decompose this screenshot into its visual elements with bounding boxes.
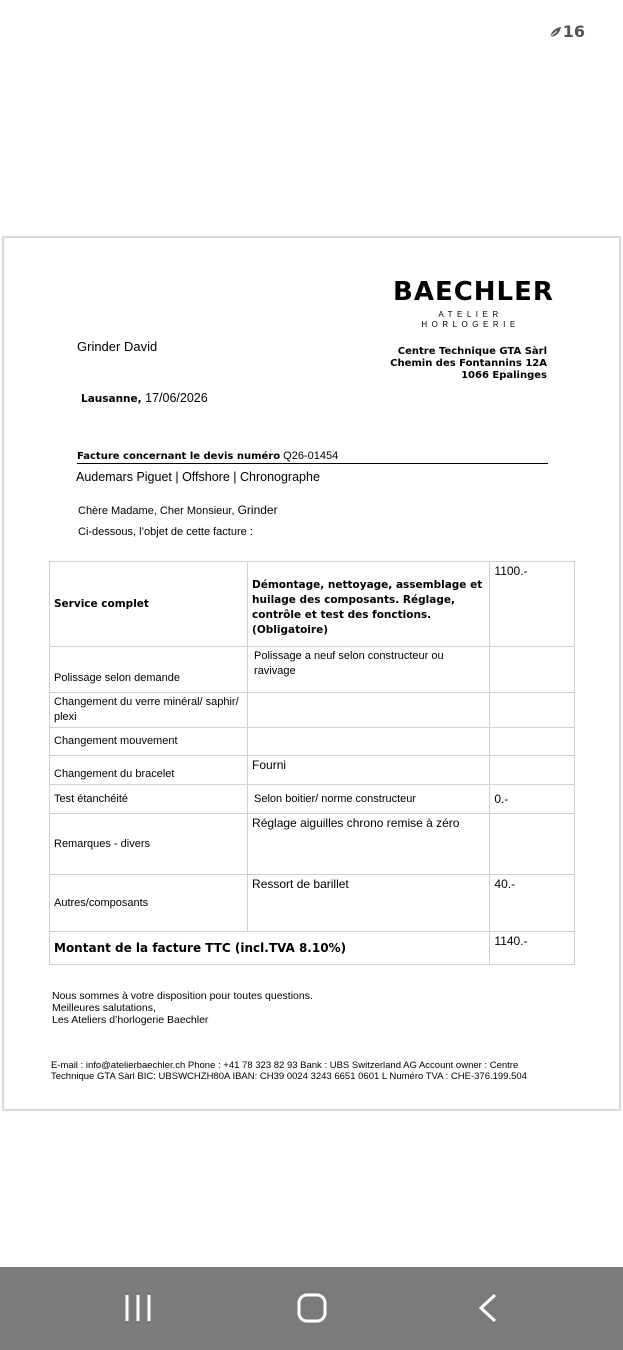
address-line-3: 1066 Epalinges — [461, 370, 547, 381]
date-value: 17/06/2026 — [145, 391, 208, 405]
row-description: Ressort de barillet — [248, 875, 490, 932]
total-value: 1140.- — [490, 932, 575, 965]
row-label: Polissage selon demande — [50, 647, 248, 693]
table-row — [50, 647, 575, 693]
row-description: Fourni — [248, 756, 490, 785]
client-name: Grinder David — [77, 339, 158, 354]
company-address — [390, 346, 547, 382]
leaf-icon — [549, 26, 562, 38]
row-price — [490, 647, 575, 693]
row-price: 1100.- — [490, 562, 575, 647]
table-row — [50, 693, 575, 728]
table-row — [50, 875, 575, 932]
row-description: Démontage, nettoyage, assemblage et huilage des composants. Réglage, contrôle et test des fonctions. (Obligatoire) — [248, 562, 490, 647]
row-description — [248, 728, 490, 756]
footer-line-2: Technique GTA Sàrl BIC: UBSWCHZH80A IBAN: CH39 0024 3243 6651 0601 L Numéro TVA : CHE-376.199.504 — [51, 1071, 527, 1082]
quote-number: Q26-01454 — [283, 450, 339, 462]
row-price — [490, 814, 575, 875]
closing-line-3: Les Ateliers d’horlogerie Baechler — [52, 1014, 209, 1026]
row-price: 0.- — [490, 785, 575, 814]
row-description — [248, 693, 490, 728]
navigation-bar — [0, 1267, 623, 1350]
watch-model: Audemars Piguet | Offshore | Chronographe — [76, 470, 320, 484]
row-price — [490, 728, 575, 756]
closing-line-1: Nous sommes à votre disposition pour toutes questions. — [52, 990, 313, 1002]
closing-text — [52, 990, 313, 1026]
row-price — [490, 693, 575, 728]
status-indicator — [549, 22, 585, 41]
table-total-row — [50, 932, 575, 965]
row-label: Changement du bracelet — [50, 756, 248, 785]
back-icon[interactable] — [481, 1295, 495, 1321]
subject-label: Facture concernant le devis numéro — [77, 451, 281, 462]
invoice-footer — [51, 1060, 581, 1082]
salutation: Chère Madame, Cher Monsieur, — [78, 505, 235, 517]
row-description: Polissage a neuf selon constructeur ou ravivage — [248, 647, 490, 693]
invoice-table — [49, 561, 575, 965]
closing-line-2: Meilleures salutations, — [52, 1002, 156, 1014]
greeting — [78, 503, 278, 517]
address-line-2: Chemin des Fontannins 12A — [390, 358, 547, 369]
invoice-date — [81, 391, 208, 405]
table-row — [50, 814, 575, 875]
greeting-name: Grinder — [237, 503, 278, 517]
row-label: Remarques - divers — [50, 814, 248, 875]
date-city: Lausanne, — [81, 393, 142, 405]
total-label: Montant de la facture TTC (incl.TVA 8.10%) — [50, 932, 490, 965]
table-row — [50, 756, 575, 785]
footer-line-1: E-mail : info@atelierbaechler.ch Phone : +41 78 323 82 93 Bank : UBS Switzerland AG Account owner : Centre — [51, 1060, 519, 1071]
row-price — [490, 756, 575, 785]
company-logo — [393, 277, 554, 330]
table-row — [50, 785, 575, 814]
invoice-subject — [77, 450, 548, 464]
row-description: Selon boitier/ norme constructeur — [248, 785, 490, 814]
table-row — [50, 562, 575, 647]
recents-icon[interactable] — [127, 1295, 149, 1321]
invoice-document — [4, 238, 619, 1109]
company-subtitle-2: HORLOGERIE — [421, 320, 520, 329]
company-name: BAECHLER — [393, 277, 554, 307]
row-label: Service complet — [50, 562, 248, 647]
company-subtitle-1: ATELIER — [438, 310, 503, 319]
row-description: Réglage aiguilles chrono remise à zéro — [248, 814, 490, 875]
intro-text: Ci-dessous, l’objet de cette facture : — [78, 526, 253, 538]
home-icon[interactable] — [299, 1295, 325, 1321]
row-price: 40.- — [490, 875, 575, 932]
row-label: Changement mouvement — [50, 728, 248, 756]
row-label: Changement du verre minéral/ saphir/ plexi — [50, 693, 248, 728]
status-number: 16 — [562, 22, 585, 41]
address-line-1: Centre Technique GTA Sàrl — [397, 346, 547, 357]
row-label: Autres/composants — [50, 875, 248, 932]
table-row — [50, 728, 575, 756]
row-label: Test étanchéité — [50, 785, 248, 814]
